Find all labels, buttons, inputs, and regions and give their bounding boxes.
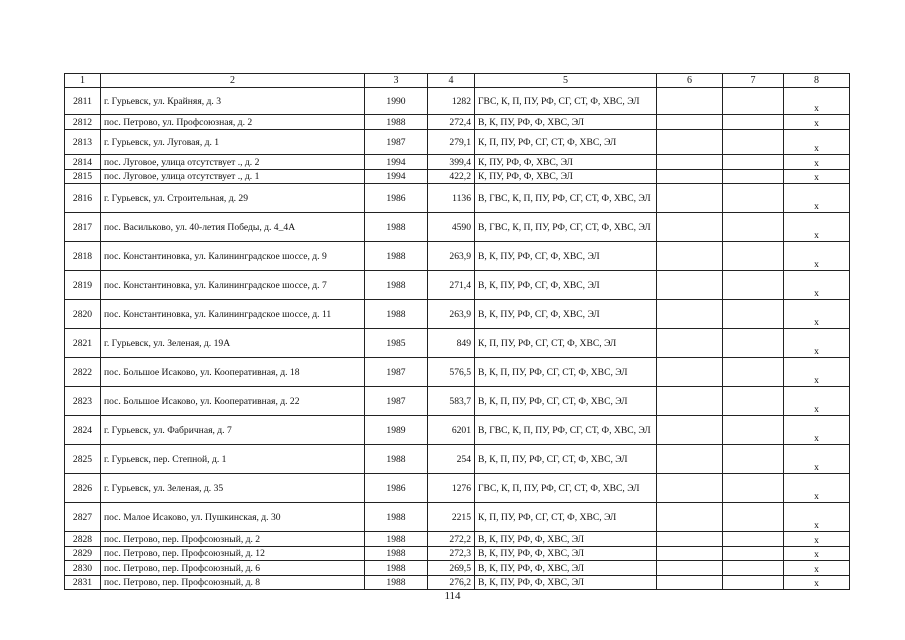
row-number: 2826 <box>65 474 101 503</box>
table-row <box>65 213 850 242</box>
address-cell: пос. Луговое, улица отсутствует ., д. 1 <box>101 170 365 184</box>
empty-cell <box>723 358 784 387</box>
empty-cell <box>723 88 784 115</box>
address-cell: пос. Петрово, пер. Профсоюзный, д. 2 <box>101 532 365 547</box>
address-cell: г. Гурьевск, ул. Зеленая, д. 35 <box>101 474 365 503</box>
table-row <box>65 445 850 474</box>
services-cell: В, ГВС, К, П, ПУ, РФ, СГ, СТ, Ф, ХВС, ЭЛ <box>475 416 657 445</box>
table-row <box>65 503 850 532</box>
year-cell: 1986 <box>365 184 428 213</box>
services-cell: В, К, ПУ, РФ, Ф, ХВС, ЭЛ <box>475 576 657 590</box>
column-header: 3 <box>365 74 428 88</box>
empty-cell <box>657 561 723 576</box>
column-header: 5 <box>475 74 657 88</box>
empty-cell <box>723 300 784 329</box>
empty-cell <box>657 242 723 271</box>
services-cell: ГВС, К, П, ПУ, РФ, СГ, СТ, Ф, ХВС, ЭЛ <box>475 88 657 115</box>
services-cell: ГВС, К, П, ПУ, РФ, СГ, СТ, Ф, ХВС, ЭЛ <box>475 474 657 503</box>
address-cell: г. Гурьевск, ул. Луговая, д. 1 <box>101 130 365 155</box>
table-row <box>65 271 850 300</box>
area-cell: 6201 <box>428 416 475 445</box>
empty-cell <box>723 576 784 590</box>
mark-cell: х <box>784 271 850 300</box>
mark-cell: х <box>784 503 850 532</box>
address-cell: пос. Константиновка, ул. Калининградское шоссе, д. 11 <box>101 300 365 329</box>
year-cell: 1988 <box>365 445 428 474</box>
table-row <box>65 561 850 576</box>
services-cell: В, К, ПУ, РФ, Ф, ХВС, ЭЛ <box>475 532 657 547</box>
table-row <box>65 242 850 271</box>
empty-cell <box>657 115 723 130</box>
mark-cell: х <box>784 576 850 590</box>
empty-cell <box>657 155 723 170</box>
empty-cell <box>723 329 784 358</box>
mark-cell: х <box>784 416 850 445</box>
year-cell: 1988 <box>365 115 428 130</box>
address-cell: г. Гурьевск, ул. Зеленая, д. 19А <box>101 329 365 358</box>
column-header: 4 <box>428 74 475 88</box>
column-header: 1 <box>65 74 101 88</box>
empty-cell <box>657 547 723 561</box>
column-header: 2 <box>101 74 365 88</box>
row-number: 2817 <box>65 213 101 242</box>
table-row <box>65 358 850 387</box>
empty-cell <box>723 416 784 445</box>
year-cell: 1987 <box>365 358 428 387</box>
empty-cell <box>723 503 784 532</box>
row-number: 2820 <box>65 300 101 329</box>
address-cell: г. Гурьевск, ул. Строительная, д. 29 <box>101 184 365 213</box>
services-cell: К, ПУ, РФ, Ф, ХВС, ЭЛ <box>475 155 657 170</box>
year-cell: 1994 <box>365 155 428 170</box>
services-cell: В, ГВС, К, П, ПУ, РФ, СГ, СТ, Ф, ХВС, ЭЛ <box>475 184 657 213</box>
table-row <box>65 576 850 590</box>
table-row <box>65 130 850 155</box>
address-cell: пос. Васильково, ул. 40-летия Победы, д. 4_4А <box>101 213 365 242</box>
year-cell: 1988 <box>365 561 428 576</box>
empty-cell <box>657 170 723 184</box>
row-number: 2824 <box>65 416 101 445</box>
empty-cell <box>657 474 723 503</box>
empty-cell <box>657 532 723 547</box>
row-number: 2811 <box>65 88 101 115</box>
year-cell: 1994 <box>365 170 428 184</box>
mark-cell: х <box>784 213 850 242</box>
mark-cell: х <box>784 547 850 561</box>
empty-cell <box>723 155 784 170</box>
table-row <box>65 387 850 416</box>
empty-cell <box>657 329 723 358</box>
empty-cell <box>723 271 784 300</box>
mark-cell: х <box>784 184 850 213</box>
year-cell: 1987 <box>365 130 428 155</box>
empty-cell <box>657 445 723 474</box>
column-header: 7 <box>723 74 784 88</box>
table-row <box>65 184 850 213</box>
empty-cell <box>723 387 784 416</box>
year-cell: 1987 <box>365 387 428 416</box>
empty-cell <box>723 532 784 547</box>
column-header: 6 <box>657 74 723 88</box>
address-cell: пос. Константиновка, ул. Калининградское шоссе, д. 9 <box>101 242 365 271</box>
services-cell: К, П, ПУ, РФ, СГ, СТ, Ф, ХВС, ЭЛ <box>475 130 657 155</box>
address-cell: пос. Константиновка, ул. Калининградское шоссе, д. 7 <box>101 271 365 300</box>
empty-cell <box>657 416 723 445</box>
row-number: 2814 <box>65 155 101 170</box>
mark-cell: х <box>784 170 850 184</box>
year-cell: 1988 <box>365 300 428 329</box>
year-cell: 1988 <box>365 532 428 547</box>
row-number: 2821 <box>65 329 101 358</box>
year-cell: 1988 <box>365 242 428 271</box>
row-number: 2815 <box>65 170 101 184</box>
row-number: 2829 <box>65 547 101 561</box>
mark-cell: х <box>784 155 850 170</box>
address-cell: пос. Луговое, улица отсутствует ., д. 2 <box>101 155 365 170</box>
table-row <box>65 474 850 503</box>
empty-cell <box>657 88 723 115</box>
services-cell: В, ГВС, К, П, ПУ, РФ, СГ, СТ, Ф, ХВС, ЭЛ <box>475 213 657 242</box>
empty-cell <box>723 213 784 242</box>
services-cell: К, ПУ, РФ, Ф, ХВС, ЭЛ <box>475 170 657 184</box>
row-number: 2827 <box>65 503 101 532</box>
empty-cell <box>657 130 723 155</box>
services-cell: В, К, ПУ, РФ, Ф, ХВС, ЭЛ <box>475 115 657 130</box>
area-cell: 279,1 <box>428 130 475 155</box>
mark-cell: х <box>784 561 850 576</box>
mark-cell: х <box>784 88 850 115</box>
row-number: 2816 <box>65 184 101 213</box>
housing-register-table <box>64 73 850 590</box>
services-cell: В, К, ПУ, РФ, Ф, ХВС, ЭЛ <box>475 547 657 561</box>
mark-cell: х <box>784 329 850 358</box>
table-row <box>65 532 850 547</box>
row-number: 2831 <box>65 576 101 590</box>
area-cell: 1282 <box>428 88 475 115</box>
table-row <box>65 329 850 358</box>
area-cell: 272,2 <box>428 532 475 547</box>
empty-cell <box>723 474 784 503</box>
empty-cell <box>657 358 723 387</box>
address-cell: пос. Малое Исаково, ул. Пушкинская, д. 30 <box>101 503 365 532</box>
area-cell: 422,2 <box>428 170 475 184</box>
services-cell: К, П, ПУ, РФ, СГ, СТ, Ф, ХВС, ЭЛ <box>475 329 657 358</box>
area-cell: 271,4 <box>428 271 475 300</box>
table-row <box>65 115 850 130</box>
mark-cell: х <box>784 130 850 155</box>
row-number: 2830 <box>65 561 101 576</box>
empty-cell <box>657 387 723 416</box>
area-cell: 2215 <box>428 503 475 532</box>
mark-cell: х <box>784 242 850 271</box>
table-row <box>65 170 850 184</box>
year-cell: 1986 <box>365 474 428 503</box>
year-cell: 1989 <box>365 416 428 445</box>
address-cell: пос. Большое Исаково, ул. Кооперативная, д. 18 <box>101 358 365 387</box>
table-row <box>65 155 850 170</box>
area-cell: 269,5 <box>428 561 475 576</box>
empty-cell <box>657 213 723 242</box>
address-cell: г. Гурьевск, ул. Крайняя, д. 3 <box>101 88 365 115</box>
services-cell: В, К, ПУ, РФ, СГ, Ф, ХВС, ЭЛ <box>475 242 657 271</box>
header-row <box>65 74 850 88</box>
area-cell: 849 <box>428 329 475 358</box>
address-cell: пос. Петрово, ул. Профсоюзная, д. 2 <box>101 115 365 130</box>
page-number: 114 <box>444 590 461 602</box>
empty-cell <box>657 271 723 300</box>
row-number: 2823 <box>65 387 101 416</box>
row-number: 2812 <box>65 115 101 130</box>
area-cell: 263,9 <box>428 242 475 271</box>
table-row <box>65 88 850 115</box>
address-cell: пос. Петрово, пер. Профсоюзный, д. 12 <box>101 547 365 561</box>
mark-cell: х <box>784 358 850 387</box>
services-cell: В, К, П, ПУ, РФ, СГ, СТ, Ф, ХВС, ЭЛ <box>475 387 657 416</box>
empty-cell <box>723 547 784 561</box>
empty-cell <box>723 170 784 184</box>
area-cell: 399,4 <box>428 155 475 170</box>
address-cell: пос. Петрово, пер. Профсоюзный, д. 8 <box>101 576 365 590</box>
address-cell: пос. Петрово, пер. Профсоюзный, д. 6 <box>101 561 365 576</box>
services-cell: В, К, П, ПУ, РФ, СГ, СТ, Ф, ХВС, ЭЛ <box>475 358 657 387</box>
mark-cell: х <box>784 532 850 547</box>
address-cell: г. Гурьевск, пер. Степной, д. 1 <box>101 445 365 474</box>
row-number: 2825 <box>65 445 101 474</box>
area-cell: 254 <box>428 445 475 474</box>
mark-cell: х <box>784 445 850 474</box>
year-cell: 1988 <box>365 213 428 242</box>
row-number: 2818 <box>65 242 101 271</box>
area-cell: 263,9 <box>428 300 475 329</box>
empty-cell <box>657 300 723 329</box>
row-number: 2819 <box>65 271 101 300</box>
mark-cell: х <box>784 387 850 416</box>
row-number: 2822 <box>65 358 101 387</box>
services-cell: В, К, ПУ, РФ, СГ, Ф, ХВС, ЭЛ <box>475 300 657 329</box>
mark-cell: х <box>784 474 850 503</box>
year-cell: 1988 <box>365 547 428 561</box>
year-cell: 1990 <box>365 88 428 115</box>
services-cell: В, К, ПУ, РФ, Ф, ХВС, ЭЛ <box>475 561 657 576</box>
empty-cell <box>723 130 784 155</box>
year-cell: 1988 <box>365 271 428 300</box>
empty-cell <box>723 445 784 474</box>
table-row <box>65 547 850 561</box>
mark-cell: х <box>784 300 850 329</box>
table-row <box>65 300 850 329</box>
area-cell: 272,4 <box>428 115 475 130</box>
address-cell: г. Гурьевск, ул. Фабричная, д. 7 <box>101 416 365 445</box>
area-cell: 1276 <box>428 474 475 503</box>
year-cell: 1988 <box>365 576 428 590</box>
mark-cell: х <box>784 115 850 130</box>
area-cell: 272,3 <box>428 547 475 561</box>
row-number: 2828 <box>65 532 101 547</box>
row-number: 2813 <box>65 130 101 155</box>
empty-cell <box>657 184 723 213</box>
year-cell: 1985 <box>365 329 428 358</box>
year-cell: 1988 <box>365 503 428 532</box>
empty-cell <box>723 561 784 576</box>
area-cell: 4590 <box>428 213 475 242</box>
empty-cell <box>657 503 723 532</box>
empty-cell <box>723 242 784 271</box>
services-cell: В, К, ПУ, РФ, СГ, Ф, ХВС, ЭЛ <box>475 271 657 300</box>
area-cell: 576,5 <box>428 358 475 387</box>
empty-cell <box>723 184 784 213</box>
empty-cell <box>657 576 723 590</box>
empty-cell <box>723 115 784 130</box>
address-cell: пос. Большое Исаково, ул. Кооперативная, д. 22 <box>101 387 365 416</box>
column-header: 8 <box>784 74 850 88</box>
area-cell: 583,7 <box>428 387 475 416</box>
services-cell: К, П, ПУ, РФ, СГ, СТ, Ф, ХВС, ЭЛ <box>475 503 657 532</box>
services-cell: В, К, П, ПУ, РФ, СГ, СТ, Ф, ХВС, ЭЛ <box>475 445 657 474</box>
area-cell: 1136 <box>428 184 475 213</box>
area-cell: 276,2 <box>428 576 475 590</box>
table-row <box>65 416 850 445</box>
